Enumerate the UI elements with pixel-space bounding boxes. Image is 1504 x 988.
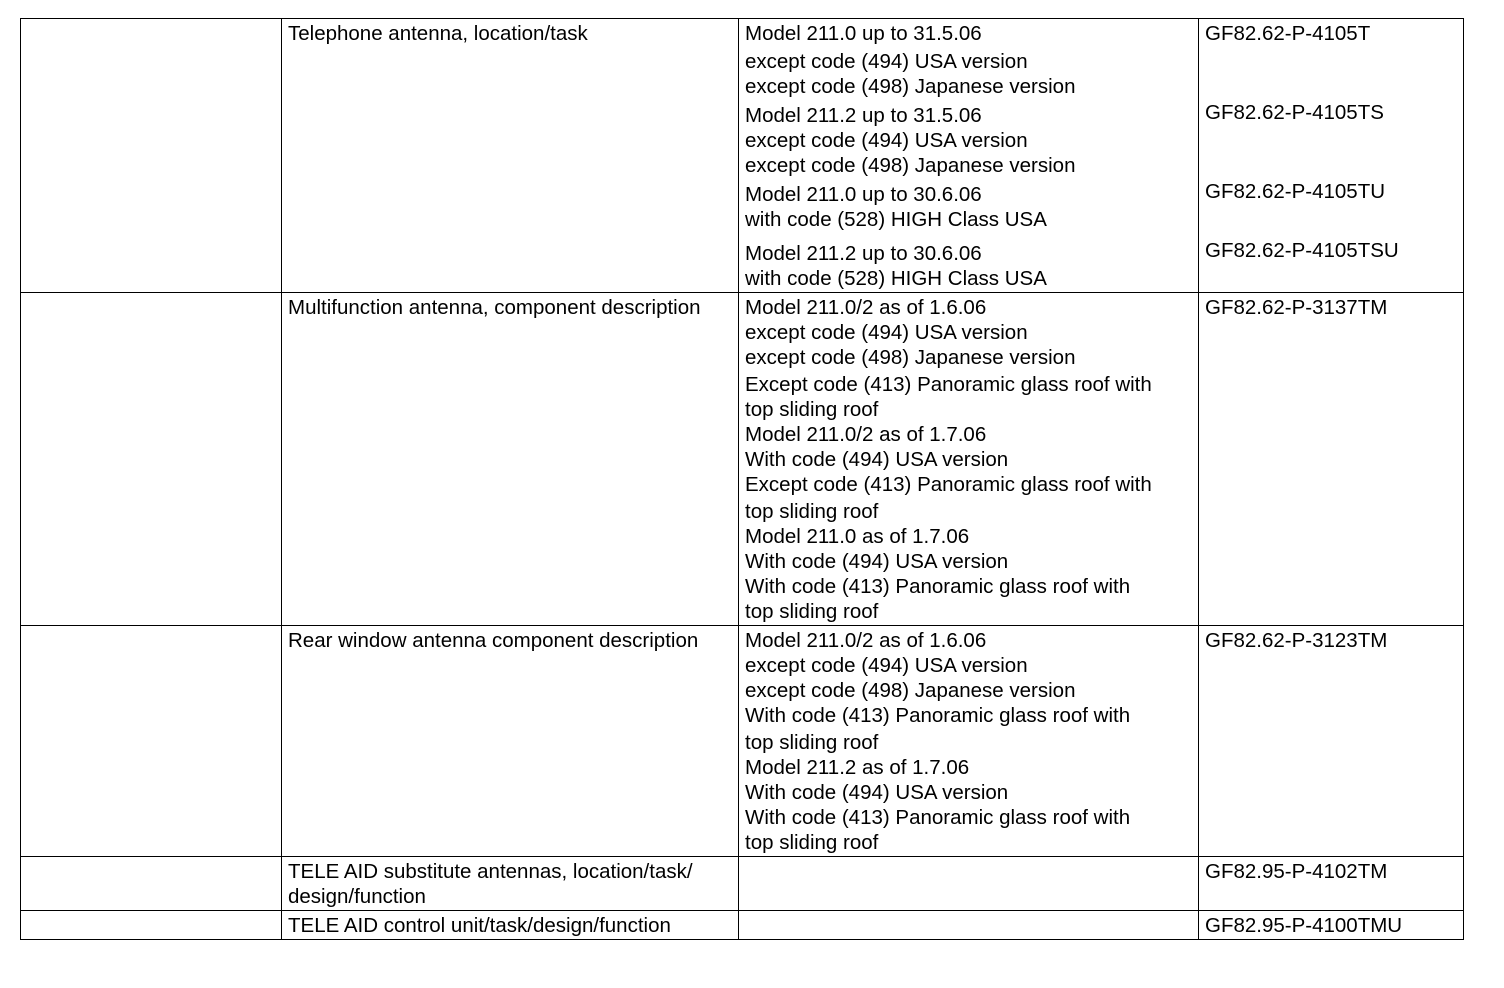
reference-code: GF82.62-P-4105TS	[1205, 101, 1384, 124]
reference-cell	[1199, 911, 1464, 940]
applicability-line: except code (494) USA version	[745, 321, 1028, 344]
applicability-line: except code (494) USA version	[745, 129, 1028, 152]
applicability-line: Model 211.0 up to 30.6.06	[745, 183, 982, 206]
component-name: design/function	[288, 885, 426, 908]
component-cell	[282, 857, 739, 911]
empty-cell	[21, 626, 282, 857]
applicability-cell	[739, 626, 1199, 857]
reference-block	[1205, 238, 1459, 263]
applicability-line: Model 211.0 up to 31.5.06	[745, 22, 982, 45]
applicability-cell	[739, 911, 1199, 940]
reference-block	[1205, 21, 1459, 96]
reference-block	[1205, 179, 1459, 229]
applicability-block	[745, 103, 1194, 178]
applicability-cell	[739, 293, 1199, 626]
applicability-line: except code (498) Japanese version	[745, 346, 1076, 369]
applicability-line: with code (528) HIGH Class USA	[745, 208, 1047, 231]
applicability-line: top sliding roof	[745, 731, 879, 754]
component-cell	[282, 19, 739, 293]
component-name: Multifunction antenna, component description	[288, 296, 701, 319]
applicability-line: Model 211.2 as of 1.7.06	[745, 756, 970, 779]
applicability-line: Model 211.0 as of 1.7.06	[745, 525, 970, 548]
applicability-line: Model 211.0/2 as of 1.6.06	[745, 296, 987, 319]
applicability-block	[745, 21, 1194, 99]
applicability-line: With code (494) USA version	[745, 550, 1009, 573]
empty-cell	[21, 857, 282, 911]
component-name: TELE AID control unit/task/design/function	[288, 914, 671, 937]
reference-cell	[1199, 19, 1464, 293]
reference-code: GF82.62-P-4105TSU	[1205, 239, 1399, 262]
applicability-line: except code (498) Japanese version	[745, 75, 1076, 98]
reference-code: GF82.95-P-4100TMU	[1205, 914, 1403, 937]
reference-code: GF82.62-P-4105T	[1205, 22, 1371, 45]
applicability-line: top sliding roof	[745, 398, 879, 421]
applicability-cell	[739, 19, 1199, 293]
applicability-line: except code (494) USA version	[745, 50, 1028, 73]
reference-cell	[1199, 293, 1464, 626]
applicability-line: except code (498) Japanese version	[745, 679, 1076, 702]
reference-code: GF82.62-P-3137TM	[1205, 296, 1388, 319]
component-name: Telephone antenna, location/task	[288, 22, 588, 45]
applicability-line: Model 211.2 up to 30.6.06	[745, 242, 982, 265]
reference-block	[1205, 100, 1459, 175]
applicability-line: except code (498) Japanese version	[745, 154, 1076, 177]
applicability-line: With code (413) Panoramic glass roof with	[745, 575, 1131, 598]
component-cell	[282, 626, 739, 857]
reference-code: GF82.62-P-4105TU	[1205, 180, 1386, 203]
applicability-block	[745, 182, 1194, 232]
component-cell	[282, 293, 739, 626]
empty-cell	[21, 19, 282, 293]
applicability-line: With code (413) Panoramic glass roof with	[745, 704, 1131, 727]
applicability-block	[745, 241, 1194, 291]
component-name: TELE AID substitute antennas, location/task/	[288, 860, 693, 883]
reference-cell	[1199, 857, 1464, 911]
applicability-line: Except code (413) Panoramic glass roof with	[745, 473, 1152, 496]
applicability-line: top sliding roof	[745, 600, 879, 623]
empty-cell	[21, 911, 282, 940]
table-row	[21, 19, 1464, 293]
applicability-cell	[739, 857, 1199, 911]
applicability-line: with code (528) HIGH Class USA	[745, 267, 1047, 290]
document-table	[20, 18, 1464, 940]
applicability-line: Model 211.2 up to 31.5.06	[745, 104, 982, 127]
empty-cell	[21, 293, 282, 626]
reference-cell	[1199, 626, 1464, 857]
table-row	[21, 911, 1464, 940]
component-cell	[282, 911, 739, 940]
reference-code: GF82.95-P-4102TM	[1205, 860, 1388, 883]
applicability-line: With code (413) Panoramic glass roof with	[745, 806, 1131, 829]
reference-code: GF82.62-P-3123TM	[1205, 629, 1388, 652]
applicability-line: With code (494) USA version	[745, 448, 1009, 471]
table-row	[21, 857, 1464, 911]
applicability-line: With code (494) USA version	[745, 781, 1009, 804]
applicability-line: Model 211.0/2 as of 1.6.06	[745, 629, 987, 652]
applicability-line: except code (494) USA version	[745, 654, 1028, 677]
applicability-line: top sliding roof	[745, 831, 879, 854]
component-name: Rear window antenna component description	[288, 629, 699, 652]
applicability-line: Except code (413) Panoramic glass roof with	[745, 373, 1152, 396]
table-row	[21, 626, 1464, 857]
applicability-line: top sliding roof	[745, 500, 879, 523]
applicability-line: Model 211.0/2 as of 1.7.06	[745, 423, 987, 446]
table-row	[21, 293, 1464, 626]
